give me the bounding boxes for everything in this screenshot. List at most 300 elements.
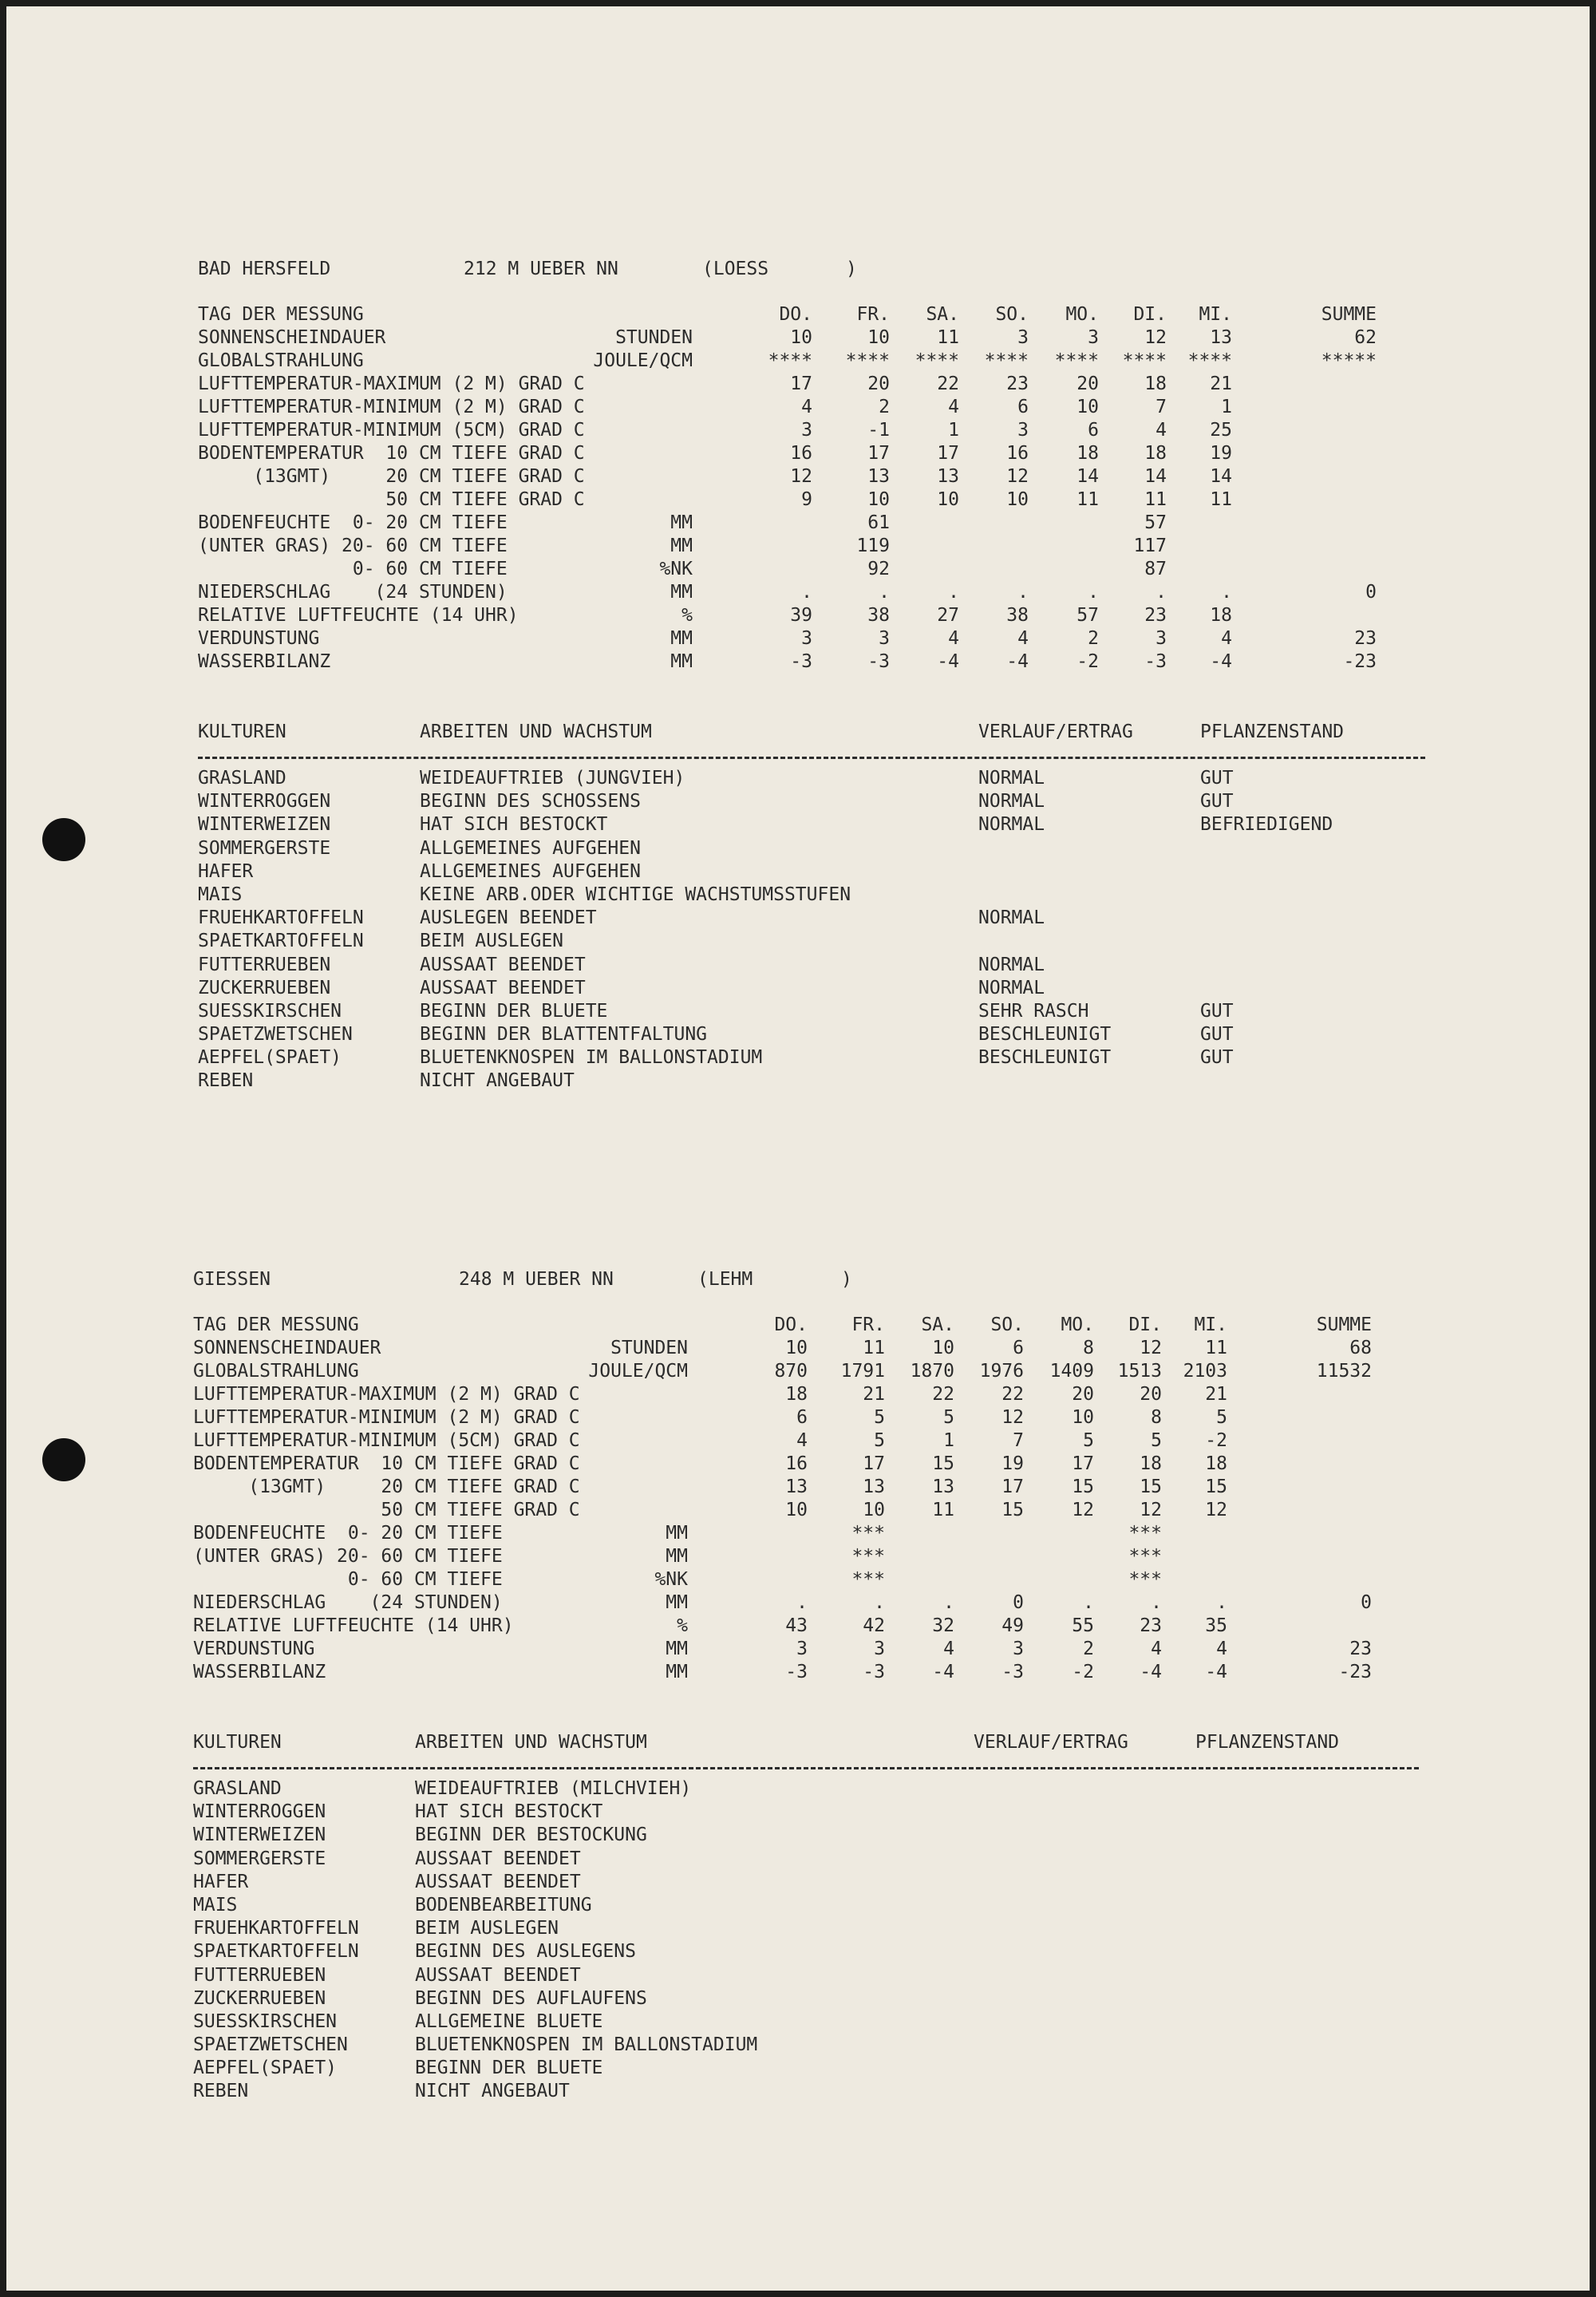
day-value: 16 (790, 443, 812, 464)
measurement-label: GLOBALSTRAHLUNG (198, 350, 364, 371)
day-value: 5 (1151, 1430, 1162, 1451)
measurement-row (198, 374, 1491, 397)
measurement-row (193, 1338, 1486, 1361)
sum-value: 23 (1349, 1639, 1372, 1659)
day-value: 5 (874, 1430, 885, 1451)
day-value: 3 (1013, 1639, 1024, 1659)
day-value: 3 (801, 420, 812, 441)
day-value: 17 (790, 374, 812, 394)
crop-progress: NORMAL (978, 977, 1045, 998)
day-value: 39 (790, 605, 812, 626)
sum-value: 0 (1361, 1592, 1372, 1613)
day-value: 10 (867, 327, 890, 348)
day-value: 20 (1077, 374, 1099, 394)
crop-row (193, 1801, 1486, 1825)
crop-name: SOMMERGERSTE (198, 837, 331, 859)
day-value: *** (1128, 1569, 1162, 1590)
day-value: 5 (874, 1407, 885, 1428)
measurement-unit: MM (670, 512, 693, 533)
day-value: 14 (1210, 466, 1232, 487)
measurement-label: LUFTTEMPERATUR-MINIMUM (5CM) GRAD C (193, 1430, 580, 1451)
crop-work: BEGINN DES AUSLEGENS (415, 1941, 636, 1963)
day-header: DI. (1133, 304, 1167, 325)
day-value: *** (1128, 1523, 1162, 1544)
sum-header: SUMME (1316, 1315, 1372, 1335)
day-value: 61 (867, 512, 890, 533)
crop-work: BEGINN DES AUFLAUFENS (415, 1987, 647, 2009)
station-name: GIESSEN (193, 1269, 271, 1290)
measurement-row (198, 512, 1491, 536)
day-value: -4 (932, 1662, 954, 1682)
day-value: **** (1122, 350, 1167, 371)
measurement-unit: MM (666, 1662, 688, 1682)
day-value: 4 (1156, 420, 1167, 441)
measurement-label: VERDUNSTUNG (198, 628, 320, 649)
crop-name: SUESSKIRSCHEN (198, 1000, 342, 1022)
measurement-table (193, 1315, 1486, 1685)
day-value: . (879, 582, 890, 603)
day-header: MO. (1061, 1315, 1094, 1335)
measurement-label: LUFTTEMPERATUR-MINIMUM (2 M) GRAD C (193, 1407, 580, 1428)
document-page (6, 6, 1590, 2291)
measurement-row (193, 1500, 1486, 1523)
day-value: 13 (932, 1477, 954, 1497)
day-value: 117 (1133, 536, 1167, 556)
crop-row (193, 1941, 1486, 1964)
measurement-row (198, 536, 1491, 559)
measurement-label: 0- 60 CM TIEFE (198, 559, 508, 579)
crop-name: SPAETZWETSCHEN (193, 2034, 348, 2056)
day-value: 18 (1140, 1453, 1162, 1474)
day-value: 49 (1001, 1615, 1024, 1636)
day-value: 10 (863, 1500, 885, 1520)
header-verlauf: VERLAUF/ERTRAG (974, 1732, 1128, 1753)
measurement-row (193, 1662, 1486, 1685)
day-value: . (1156, 582, 1167, 603)
crop-row (193, 1988, 1486, 2011)
day-value: 43 (785, 1615, 808, 1636)
measurement-row (198, 443, 1491, 466)
day-value: -2 (1205, 1430, 1227, 1451)
day-value: **** (845, 350, 890, 371)
sum-value: 0 (1365, 582, 1377, 603)
measurement-label: WASSERBILANZ (198, 651, 331, 672)
day-value: 4 (943, 1639, 954, 1659)
measurement-row (193, 1407, 1486, 1430)
day-header: DI. (1128, 1315, 1162, 1335)
day-header: SA. (921, 1315, 954, 1335)
measurement-row (198, 559, 1491, 582)
measurement-unit: MM (666, 1639, 688, 1659)
day-value: . (1151, 1592, 1162, 1613)
day-value: 6 (796, 1407, 808, 1428)
day-header: DO. (774, 1315, 808, 1335)
measurement-label: BODENTEMPERATUR 10 CM TIEFE GRAD C (193, 1453, 580, 1474)
day-value: 19 (1210, 443, 1232, 464)
measurement-row (193, 1361, 1486, 1384)
measurement-label: RELATIVE LUFTFEUCHTE (14 UHR) (198, 605, 519, 626)
day-value: 12 (790, 466, 812, 487)
measurement-row (198, 420, 1491, 443)
measurement-unit: MM (670, 651, 693, 672)
day-header: SO. (990, 1315, 1024, 1335)
crop-row (198, 931, 1491, 954)
sum-header: SUMME (1321, 304, 1377, 325)
day-value: 4 (796, 1430, 808, 1451)
day-value: 3 (1156, 628, 1167, 649)
measurement-unit: %NK (654, 1569, 688, 1590)
crop-name: WINTERWEIZEN (198, 814, 331, 836)
day-value: 18 (1205, 1453, 1227, 1474)
day-value: 23 (1006, 374, 1029, 394)
crop-state: GUT (1200, 1000, 1234, 1022)
day-value: -4 (937, 651, 959, 672)
crop-row (193, 2034, 1486, 2058)
day-value: 5 (1216, 1407, 1227, 1428)
day-value: 2 (879, 397, 890, 417)
day-value: 13 (785, 1477, 808, 1497)
day-value: 0 (1013, 1592, 1024, 1613)
day-value: 21 (1210, 374, 1232, 394)
measurement-label: NIEDERSCHLAG (24 STUNDEN) (198, 582, 508, 603)
day-value: 10 (937, 489, 959, 510)
day-value: 22 (937, 374, 959, 394)
day-value: -4 (1140, 1662, 1162, 1682)
crop-work: NICHT ANGEBAUT (420, 1070, 575, 1092)
crop-table-header (198, 722, 1491, 745)
measurement-row (198, 327, 1491, 350)
measurement-label: SONNENSCHEINDAUER (198, 327, 386, 348)
crop-progress: SEHR RASCH (978, 1000, 1089, 1022)
day-value: . (1216, 1592, 1227, 1613)
crop-name: SUESSKIRSCHEN (193, 2010, 338, 2032)
crop-name: GRASLAND (198, 768, 286, 789)
day-value: 4 (1216, 1639, 1227, 1659)
day-value: 20 (1140, 1384, 1162, 1405)
measurement-unit: MM (666, 1592, 688, 1613)
day-value: 15 (1140, 1477, 1162, 1497)
day-value: 18 (1144, 374, 1167, 394)
dashed-divider (193, 1767, 1419, 1769)
day-value: 57 (1077, 605, 1099, 626)
crop-state: GUT (1200, 791, 1234, 812)
day-value: 4 (948, 628, 959, 649)
day-value: 11 (1210, 489, 1232, 510)
day-value: -2 (1077, 651, 1099, 672)
day-value: 11 (937, 327, 959, 348)
day-value: 10 (867, 489, 890, 510)
measurement-row (198, 350, 1491, 374)
day-value: 6 (1088, 420, 1099, 441)
station-name: BAD HERSFELD (198, 259, 331, 279)
punch-hole (42, 1438, 85, 1481)
day-value: 4 (948, 397, 959, 417)
day-value: 3 (796, 1639, 808, 1659)
day-value: 119 (856, 536, 890, 556)
measurement-label: LUFTTEMPERATUR-MAXIMUM (2 M) GRAD C (198, 374, 585, 394)
dashed-divider (198, 757, 1425, 759)
measurement-label: RELATIVE LUFTFEUCHTE (14 UHR) (193, 1615, 514, 1636)
day-value: 13 (867, 466, 890, 487)
sum-value: 11532 (1316, 1361, 1372, 1382)
day-value: . (1221, 582, 1232, 603)
measurement-row (193, 1639, 1486, 1662)
crop-work: NICHT ANGEBAUT (415, 2081, 570, 2102)
day-value: 10 (932, 1338, 954, 1358)
day-value: 3 (879, 628, 890, 649)
day-value: 92 (867, 559, 890, 579)
measurement-row (193, 1384, 1486, 1407)
crop-row (193, 1895, 1486, 1918)
crop-row (198, 791, 1491, 814)
crop-row (198, 1001, 1491, 1024)
crop-work: BODENBEARBEITUNG (415, 1894, 592, 1915)
crop-name: ZUCKERRUEBEN (193, 1987, 326, 2009)
crop-name: SPAETKARTOFFELN (198, 931, 364, 952)
measurement-unit: %NK (659, 559, 693, 579)
day-value: 8 (1151, 1407, 1162, 1428)
crop-progress: NORMAL (978, 791, 1045, 812)
day-value: 18 (1144, 443, 1167, 464)
measurement-unit: % (677, 1615, 688, 1636)
crop-name: MAIS (193, 1894, 238, 1915)
header-pflanzenstand: PFLANZENSTAND (1200, 722, 1345, 742)
measurement-row (193, 1477, 1486, 1500)
day-value: 11 (1077, 489, 1099, 510)
crop-progress: NORMAL (978, 768, 1045, 789)
measurement-label: BODENTEMPERATUR 10 CM TIEFE GRAD C (198, 443, 585, 464)
day-value: 22 (1001, 1384, 1024, 1405)
day-value: 3 (1017, 420, 1029, 441)
day-value: 4 (1151, 1639, 1162, 1659)
day-value: 12 (1001, 1407, 1024, 1428)
crop-row (193, 1872, 1486, 1895)
day-value: 55 (1072, 1615, 1094, 1636)
crop-row (193, 1848, 1486, 1872)
day-value: 19 (1001, 1453, 1024, 1474)
day-value: -4 (1006, 651, 1029, 672)
day-value: . (801, 582, 812, 603)
day-value: 10 (1006, 489, 1029, 510)
sum-value: ***** (1321, 350, 1377, 371)
day-value: . (1017, 582, 1029, 603)
measurement-unit: MM (670, 536, 693, 556)
crop-work: BEGINN DER BESTOCKUNG (415, 1825, 647, 1846)
day-value: 7 (1156, 397, 1167, 417)
measurement-label: 50 CM TIEFE GRAD C (193, 1500, 580, 1520)
day-value: -4 (1210, 651, 1232, 672)
crop-row (198, 1024, 1491, 1047)
crop-row (193, 1965, 1486, 1988)
day-value: 2 (1083, 1639, 1094, 1659)
measurement-row (193, 1523, 1486, 1546)
day-value: 1513 (1117, 1361, 1162, 1382)
crop-name: SPAETKARTOFFELN (193, 1941, 359, 1963)
day-value: 25 (1210, 420, 1232, 441)
crop-work: BLUETENKNOSPEN IM BALLONSTADIUM (415, 2034, 758, 2056)
day-value: 6 (1013, 1338, 1024, 1358)
day-value: 1 (948, 420, 959, 441)
day-value: 35 (1205, 1615, 1227, 1636)
day-value: 42 (863, 1615, 885, 1636)
measurement-label: (13GMT) 20 CM TIEFE GRAD C (193, 1477, 580, 1497)
crop-work: BEIM AUSLEGEN (415, 1918, 559, 1939)
crop-name: FUTTERRUEBEN (198, 954, 331, 975)
day-value: 1 (1221, 397, 1232, 417)
day-value: 17 (937, 443, 959, 464)
day-header: SO. (995, 304, 1029, 325)
day-header: FR. (856, 304, 890, 325)
day-value: -3 (863, 1662, 885, 1682)
measurement-label: TAG DER MESSUNG (193, 1315, 359, 1335)
sum-value: -23 (1343, 651, 1377, 672)
day-value: -3 (1144, 651, 1167, 672)
crop-work: ALLGEMEINE BLUETE (415, 2010, 603, 2032)
day-value: 27 (937, 605, 959, 626)
crop-work: ALLGEMEINES AUFGEHEN (420, 860, 641, 882)
day-header: MO. (1065, 304, 1099, 325)
day-value: 2 (1088, 628, 1099, 649)
day-value: 23 (1140, 1615, 1162, 1636)
header-kulturen: KULTUREN (198, 722, 286, 742)
measurement-row (198, 582, 1491, 605)
day-value: 11 (932, 1500, 954, 1520)
day-value: 5 (1083, 1430, 1094, 1451)
crop-row (198, 861, 1491, 884)
sum-value: -23 (1338, 1662, 1372, 1682)
day-value: 13 (1210, 327, 1232, 348)
day-header: DO. (779, 304, 812, 325)
day-value: 11 (1205, 1338, 1227, 1358)
crop-row (193, 1918, 1486, 1941)
day-value: 8 (1083, 1338, 1094, 1358)
crop-work: BEGINN DER BLUETE (420, 1000, 608, 1022)
measurement-row (193, 1453, 1486, 1477)
day-value: 1 (943, 1430, 954, 1451)
day-header: MI. (1199, 304, 1232, 325)
day-value: . (1083, 1592, 1094, 1613)
measurement-row (198, 304, 1491, 327)
day-value: 10 (1077, 397, 1099, 417)
crop-work: ALLGEMEINES AUFGEHEN (420, 837, 641, 859)
crop-state: GUT (1200, 1024, 1234, 1046)
crop-name: WINTERROGGEN (193, 1801, 326, 1823)
sum-value: 68 (1349, 1338, 1372, 1358)
crop-row (198, 814, 1491, 837)
day-value: 11 (1144, 489, 1167, 510)
crop-row (193, 1825, 1486, 1848)
day-value: 7 (1013, 1430, 1024, 1451)
day-value: 1976 (979, 1361, 1024, 1382)
measurement-row (193, 1592, 1486, 1615)
day-value: 17 (1001, 1477, 1024, 1497)
crop-state: GUT (1200, 1047, 1234, 1069)
day-value: -3 (1001, 1662, 1024, 1682)
crop-row (193, 2011, 1486, 2034)
day-value: *** (851, 1546, 885, 1567)
crop-name: ZUCKERRUEBEN (198, 977, 331, 998)
day-value: 87 (1144, 559, 1167, 579)
crop-row (198, 1070, 1491, 1093)
day-value: . (796, 1592, 808, 1613)
day-value: **** (1187, 350, 1232, 371)
crop-row (193, 2081, 1486, 2104)
day-value: 12 (1140, 1338, 1162, 1358)
crop-row (198, 838, 1491, 861)
day-value: 38 (1006, 605, 1029, 626)
crop-table (198, 768, 1491, 1094)
day-header: FR. (851, 1315, 885, 1335)
measurement-label: SONNENSCHEINDAUER (193, 1338, 381, 1358)
measurement-unit: STUNDEN (615, 327, 693, 348)
day-value: 15 (1001, 1500, 1024, 1520)
station-soil: (LOESS ) (702, 259, 857, 279)
crop-name: AEPFEL(SPAET) (193, 2058, 338, 2079)
crop-work: AUSSAAT BEENDET (420, 954, 586, 975)
day-value: 16 (1006, 443, 1029, 464)
measurement-label: GLOBALSTRAHLUNG (193, 1361, 359, 1382)
crop-name: FRUEHKARTOFFELN (193, 1918, 359, 1939)
crop-row (198, 884, 1491, 907)
day-value: 16 (785, 1453, 808, 1474)
day-value: **** (984, 350, 1029, 371)
crop-name: MAIS (198, 884, 243, 905)
day-value: . (874, 1592, 885, 1613)
measurement-row (198, 489, 1491, 512)
measurement-unit: MM (670, 628, 693, 649)
day-value: 870 (774, 1361, 808, 1382)
measurement-label: BODENFEUCHTE 0- 20 CM TIEFE (193, 1523, 503, 1544)
measurement-row (193, 1315, 1486, 1338)
day-value: 12 (1205, 1500, 1227, 1520)
day-value: 1870 (910, 1361, 954, 1382)
day-value: 17 (1072, 1453, 1094, 1474)
crop-progress: BESCHLEUNIGT (978, 1047, 1112, 1069)
day-value: 22 (932, 1384, 954, 1405)
crop-work: BLUETENKNOSPEN IM BALLONSTADIUM (420, 1047, 763, 1069)
measurement-label: 0- 60 CM TIEFE (193, 1569, 503, 1590)
day-value: 10 (785, 1338, 808, 1358)
measurement-label: (UNTER GRAS) 20- 60 CM TIEFE (193, 1546, 503, 1567)
day-value: 3 (801, 628, 812, 649)
measurement-row (198, 651, 1491, 674)
crop-name: SOMMERGERSTE (193, 1848, 326, 1869)
day-value: 10 (790, 327, 812, 348)
sum-value: 23 (1354, 628, 1377, 649)
crop-state: BEFRIEDIGEND (1200, 814, 1333, 836)
crop-work: HAT SICH BESTOCKT (415, 1801, 603, 1823)
day-value: -1 (867, 420, 890, 441)
measurement-row (193, 1546, 1486, 1569)
day-value: -3 (785, 1662, 808, 1682)
day-header: MI. (1194, 1315, 1227, 1335)
day-value: 23 (1144, 605, 1167, 626)
crop-row (198, 955, 1491, 978)
crop-row (198, 1047, 1491, 1070)
measurement-label: TAG DER MESSUNG (198, 304, 364, 325)
day-value: 12 (1072, 1500, 1094, 1520)
crop-state: GUT (1200, 768, 1234, 789)
measurement-row (198, 605, 1491, 628)
crop-row (193, 1778, 1486, 1801)
day-value: 18 (1077, 443, 1099, 464)
station-header (193, 1269, 852, 1293)
day-value: 6 (1017, 397, 1029, 417)
measurement-label: WASSERBILANZ (193, 1662, 326, 1682)
crop-table (193, 1778, 1486, 2105)
day-value: **** (915, 350, 959, 371)
day-value: . (1088, 582, 1099, 603)
